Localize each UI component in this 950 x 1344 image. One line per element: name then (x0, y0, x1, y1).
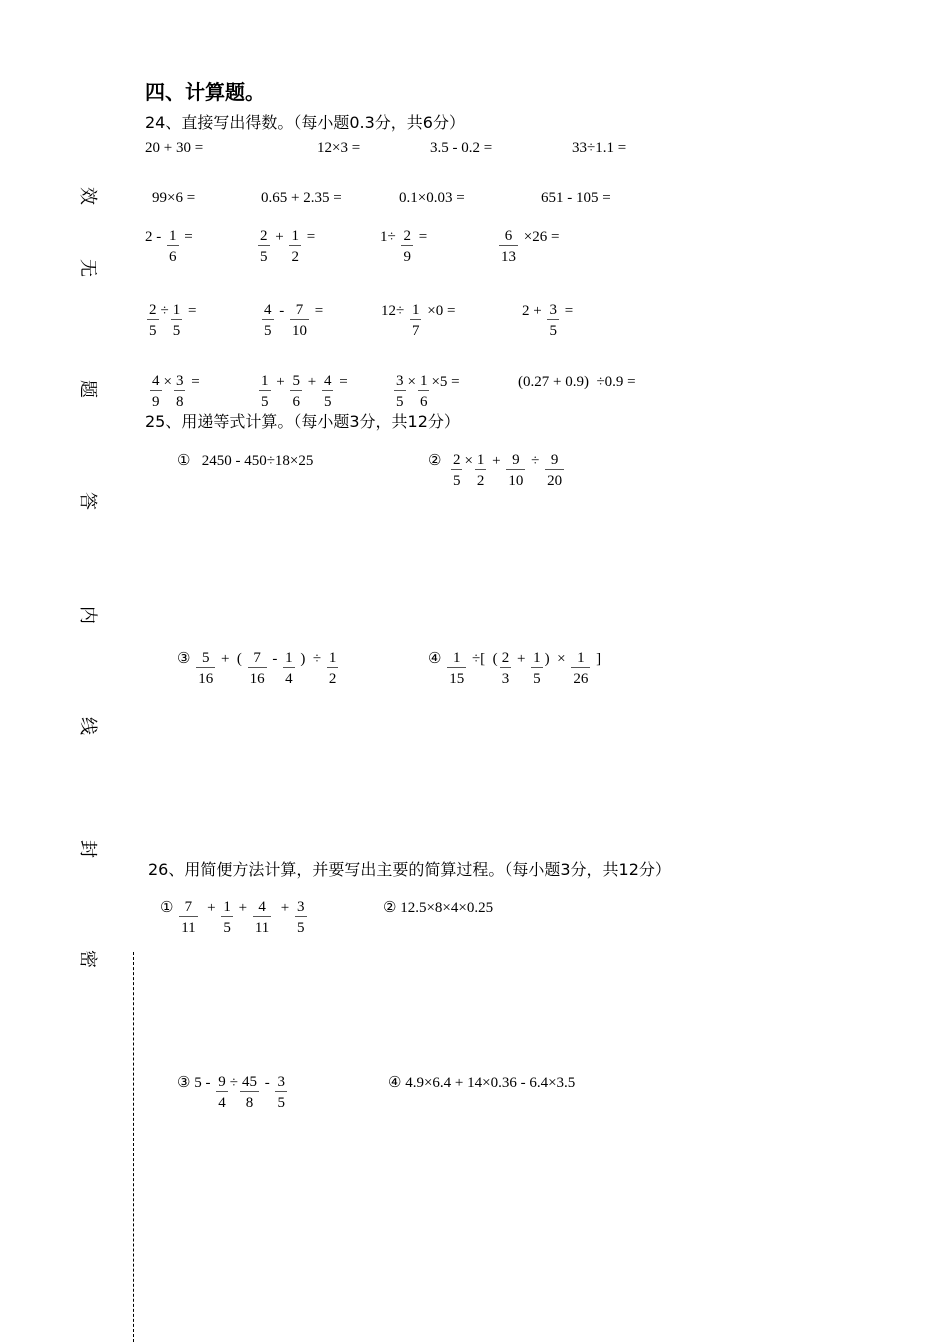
expr-text: 99×6 = (152, 190, 196, 206)
problem (518, 372, 636, 392)
fraction (289, 227, 301, 268)
problem (145, 227, 193, 268)
denominator: 3 (501, 671, 510, 687)
denominator: 11 (254, 920, 270, 936)
fraction (253, 898, 271, 939)
fraction (248, 649, 267, 690)
expr-text: ) × (544, 651, 570, 667)
expr-text: = (414, 229, 428, 245)
problem (428, 649, 601, 690)
denominator: 8 (245, 1095, 254, 1111)
problem (261, 188, 342, 208)
expr-text: 3.5 - 0.2 = (430, 140, 493, 156)
denominator: 20 (547, 473, 563, 489)
denominator: 10 (508, 473, 524, 489)
fraction (147, 301, 159, 342)
problem (392, 372, 460, 413)
problem (399, 188, 465, 208)
fraction (401, 227, 413, 268)
denominator: 5 (396, 394, 404, 410)
expr-text: 0.1×0.03 = (399, 190, 465, 206)
problem (260, 301, 323, 342)
problem (177, 451, 313, 471)
denominator: 5 (223, 920, 231, 936)
side-char: 线 (77, 717, 98, 735)
fraction (259, 372, 271, 413)
problem (572, 138, 626, 158)
numerator: 4 (152, 373, 160, 389)
denominator: 8 (175, 394, 184, 410)
side-char: 内 (77, 606, 98, 624)
numerator: 1 (447, 649, 466, 668)
expr-text: = (335, 374, 348, 390)
numerator: 1 (169, 228, 177, 244)
side-char: 封 (77, 840, 98, 858)
expr-text: 0.65 + 2.35 = (261, 190, 342, 206)
fraction (262, 301, 274, 342)
q26-header: 26、用简便方法计算，并要写出主要的简算过程。（每小题3分，共12分） (148, 860, 671, 879)
expr-text: = (187, 374, 200, 390)
expr-text: × (464, 453, 473, 469)
expr-text: ÷ (229, 1075, 238, 1091)
problem (177, 649, 340, 690)
fraction (258, 227, 270, 268)
denominator: 2 (291, 249, 299, 265)
denominator: 11 (181, 920, 196, 936)
numerator: 3 (396, 373, 404, 389)
numerator: 2 (260, 228, 268, 244)
expr-text: ÷ (160, 303, 169, 319)
numerator: 1 (223, 899, 231, 915)
problem (317, 138, 360, 158)
fraction (500, 649, 512, 690)
problem (148, 372, 200, 413)
fraction (545, 451, 564, 492)
fraction (394, 372, 406, 413)
denominator: 10 (292, 323, 307, 339)
expr-text: = (311, 303, 324, 319)
denominator: 7 (411, 323, 420, 339)
fraction (150, 372, 162, 413)
fraction (196, 649, 215, 690)
numerator: 9 (506, 451, 525, 470)
numerator: 4 (253, 898, 271, 917)
numerator: 3 (549, 302, 557, 318)
denominator: 13 (501, 249, 516, 265)
expr-text: - (275, 303, 288, 319)
expr-text: ④ (428, 651, 446, 667)
denominator: 5 (172, 323, 181, 339)
problem (380, 227, 427, 268)
numerator: 1 (285, 650, 293, 666)
denominator: 4 (218, 1095, 226, 1111)
expr-text: ÷ (527, 453, 544, 469)
numerator: 2 (501, 650, 510, 666)
expr-text: 33÷1.1 = (572, 140, 627, 156)
fraction (290, 301, 309, 342)
denominator: 5 (297, 920, 305, 936)
expr-text: + (271, 229, 288, 245)
fraction (451, 451, 463, 492)
side-char: 答 (77, 492, 98, 510)
expr-text: 12×3 = (317, 140, 361, 156)
numerator: 2 (403, 228, 411, 244)
fraction (499, 227, 518, 268)
expr-text: ×0 = (423, 303, 456, 319)
side-char: 无 (77, 259, 98, 277)
numerator: 1 (571, 649, 590, 668)
numerator: 1 (419, 373, 428, 389)
seal-line-divider (133, 952, 134, 1342)
expr-text: = (184, 303, 197, 319)
denominator: 9 (152, 394, 160, 410)
expr-text: (0.27 + 0.9) ÷0.9 = (518, 374, 636, 390)
expr-text: ③ (177, 651, 195, 667)
numerator: 7 (290, 301, 309, 320)
side-char: 密 (77, 950, 98, 968)
numerator: 2 (452, 452, 461, 468)
fraction (216, 1073, 228, 1114)
expr-text: + (234, 900, 251, 916)
fraction (167, 227, 179, 268)
fraction (290, 372, 302, 413)
numerator: 1 (261, 373, 269, 389)
numerator: 5 (292, 373, 300, 389)
fraction (174, 372, 186, 413)
side-char: 效 (77, 187, 98, 205)
expr-text: = (180, 229, 193, 245)
denominator: 2 (328, 671, 337, 687)
denominator: 5 (264, 323, 272, 339)
numerator: 6 (499, 227, 518, 246)
expr-text: ×26 = (520, 229, 560, 245)
problem (145, 138, 203, 158)
section-title: 四、计算题。 (145, 80, 265, 104)
denominator: 5 (149, 323, 157, 339)
expr-text: 2 - (145, 229, 165, 245)
denominator: 5 (533, 671, 541, 687)
numerator: 3 (277, 1074, 285, 1090)
denominator: 9 (403, 249, 411, 265)
expr-text: = (560, 303, 574, 319)
expr-text: ② (428, 453, 449, 469)
expr-text: + (273, 900, 294, 916)
fraction (283, 649, 295, 690)
expr-text: + (488, 453, 505, 469)
fraction (171, 301, 183, 342)
denominator: 6 (169, 249, 177, 265)
numerator: 1 (291, 228, 299, 244)
denominator: 26 (573, 671, 589, 687)
problem (428, 451, 566, 492)
q24-header: 24、直接写出得数。（每小题0.3分，共6分） (145, 113, 465, 132)
expr-text: × (407, 374, 416, 390)
fraction (418, 372, 430, 413)
fraction (475, 451, 487, 492)
denominator: 15 (449, 671, 465, 687)
numerator: 4 (323, 373, 332, 389)
fraction (506, 451, 525, 492)
expr-text: + (303, 374, 320, 390)
expr-text: - (260, 1075, 274, 1091)
fraction (327, 649, 339, 690)
numerator: 9 (218, 1074, 226, 1090)
expr-text: × (163, 374, 172, 390)
problem (160, 898, 309, 939)
expr-text: ] (592, 651, 602, 667)
numerator: 1 (172, 302, 181, 318)
denominator: 2 (476, 473, 485, 489)
denominator: 5 (549, 323, 557, 339)
denominator: 5 (323, 394, 332, 410)
fraction (322, 372, 334, 413)
problem (257, 372, 348, 413)
expr-text: ③ 5 - (177, 1075, 215, 1091)
numerator: 3 (175, 373, 184, 389)
problem (383, 898, 493, 918)
denominator: 6 (292, 394, 300, 410)
denominator: 5 (452, 473, 461, 489)
problem (145, 301, 196, 342)
denominator: 5 (261, 394, 269, 410)
numerator: 45 (241, 1074, 257, 1090)
problem (256, 227, 315, 268)
problem (152, 188, 195, 208)
numerator: 1 (411, 302, 420, 318)
numerator: 4 (264, 302, 272, 318)
numerator: 1 (328, 650, 337, 666)
fraction (221, 898, 233, 939)
expr-text: ④ 4.9×6.4 + 14×0.36 - 6.4×3.5 (388, 1075, 576, 1091)
denominator: 6 (419, 394, 428, 410)
expr-text: ) ÷ (296, 651, 325, 667)
expr-text: + ( (217, 651, 246, 667)
expr-text: ×5 = (431, 374, 460, 390)
numerator: 1 (476, 452, 485, 468)
expr-text: 1÷ (380, 229, 400, 245)
numerator: 9 (545, 451, 564, 470)
denominator: 16 (198, 671, 214, 687)
numerator: 5 (196, 649, 215, 668)
problem (430, 138, 492, 158)
expr-text: + (272, 374, 289, 390)
expr-text: - (268, 651, 282, 667)
numerator: 1 (533, 650, 541, 666)
fraction (547, 301, 559, 342)
problem (381, 301, 455, 342)
problem (177, 1073, 289, 1114)
fraction (447, 649, 466, 690)
fraction (410, 301, 422, 342)
numerator: 7 (179, 898, 197, 917)
expr-text: 12÷ (381, 303, 408, 319)
side-char: 题 (77, 380, 98, 398)
expr-text: + (199, 900, 220, 916)
denominator: 5 (277, 1095, 285, 1111)
expr-text: ② 12.5×8×4×0.25 (383, 900, 494, 916)
denominator: 5 (260, 249, 268, 265)
numerator: 7 (248, 649, 267, 668)
problem (522, 301, 573, 342)
fraction (179, 898, 197, 939)
fraction (531, 649, 543, 690)
expr-text: ÷[ ( (468, 651, 498, 667)
q25-header: 25、用递等式计算。（每小题3分，共12分） (145, 412, 460, 431)
expr-text: 651 - 105 = (541, 190, 611, 206)
numerator: 2 (149, 302, 157, 318)
problem (388, 1073, 575, 1093)
expr-text: + (513, 651, 530, 667)
expr-text: 20 + 30 = (145, 140, 204, 156)
denominator: 16 (249, 671, 265, 687)
fraction (275, 1073, 287, 1114)
fraction (571, 649, 590, 690)
denominator: 4 (285, 671, 293, 687)
expr-text: = (302, 229, 316, 245)
problem (541, 188, 611, 208)
fraction (240, 1073, 259, 1114)
expr-text: ① (160, 900, 178, 916)
problem (497, 227, 559, 268)
expr-text: ① 2450 - 450÷18×25 (177, 453, 314, 469)
numerator: 3 (297, 899, 305, 915)
fraction (295, 898, 307, 939)
expr-text: 2 + (522, 303, 546, 319)
